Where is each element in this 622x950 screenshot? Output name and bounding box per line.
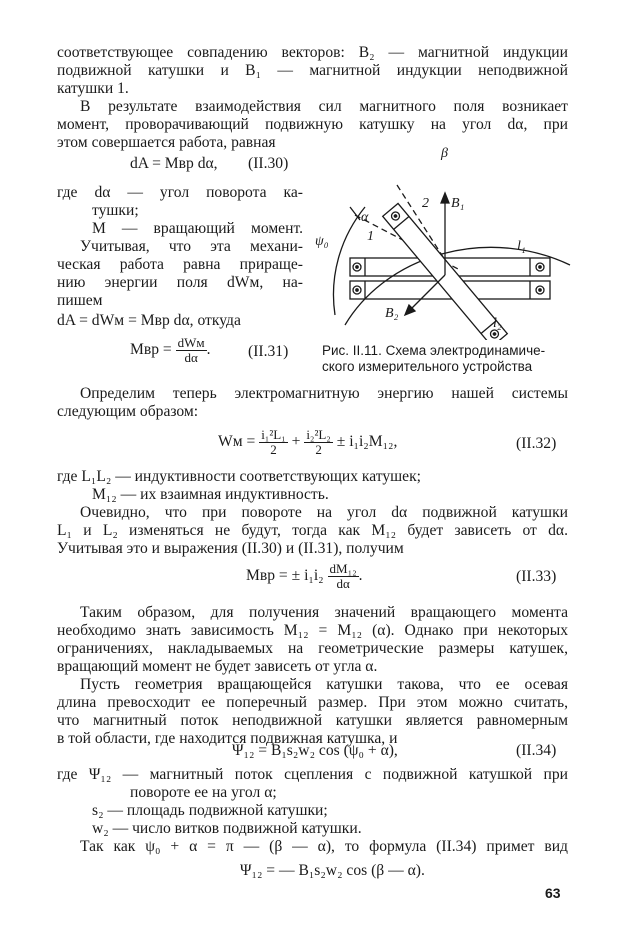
- label-1: 1: [367, 229, 374, 244]
- equation-II-31: Mвр = $\frac{\text{dWм}}{d\alpha}$ .: [130, 335, 211, 365]
- eq33-numerator: dM₁₂: [329, 561, 357, 576]
- text-line: w₂ — число витков подвижной катушки.: [92, 820, 362, 837]
- equation-work-energy: dA = dWм = Mвр dα, откуда: [57, 312, 241, 329]
- equation-number: (II.31): [248, 343, 289, 360]
- text-line: L₁ и L₂ изменяться не будут, тогда как M₁₂ будет зависеть от dα.: [57, 522, 568, 539]
- text-line: нию энергии поля dWм, на-: [57, 274, 303, 291]
- equation-final: Ψ₁₂ = — B₁s₂w₂ cos (β — α).: [240, 862, 425, 879]
- electrodynamic-device-diagram: [305, 145, 585, 340]
- text-line: где Ψ₁₂ — магнитный поток сцепления с подвижной катушкой при: [57, 766, 568, 783]
- text-line: Учитывая это и выражения (II.30) и (II.31), получим: [57, 540, 404, 557]
- text-line: следующим образом:: [57, 403, 199, 420]
- eq31-denominator: dα: [184, 350, 198, 365]
- label-2: 2: [422, 196, 429, 211]
- text-line: где L₁L₂ — индуктивности соответствующих катушек;: [57, 468, 421, 485]
- text-line: повороте ее на угол α;: [130, 784, 277, 801]
- text-line: Определим теперь электромагнитную энергию нашей системы: [80, 385, 568, 402]
- equation-number: (II.34): [516, 742, 557, 759]
- conductor-dot-center: [356, 289, 358, 291]
- text-line: соответствующее совпадению векторов: B₂ — магнитной индукции: [57, 44, 568, 61]
- eq32-lhs: Wм =: [218, 433, 256, 451]
- label-l2: l₂: [493, 316, 502, 331]
- text-line: M₁₂ — их взаимная индуктивность.: [92, 486, 329, 503]
- equation-II-32: [218, 428, 397, 457]
- text-line: ческая работа равна прираще-: [57, 256, 303, 273]
- eq33-denominator: dα: [336, 576, 350, 591]
- conductor-dot-center: [539, 289, 541, 291]
- eq32-f1-numerator: i₁²L₁: [261, 427, 286, 442]
- eq32-fraction-2: [304, 428, 333, 457]
- text-line: Так как ψ₀ + α = π — (β — α), то формула (II.34) примет вид: [80, 838, 568, 855]
- equation-II-30: dA = Mвр dα,: [130, 155, 218, 172]
- page-number: 63: [545, 885, 561, 901]
- text-line: Учитывая, что эта механи-: [80, 238, 303, 255]
- eq32-tail: ± i₁i₂M₁₂,: [336, 433, 398, 451]
- text-line: тушки;: [92, 202, 139, 219]
- equation-number: (II.33): [516, 568, 557, 585]
- label-psi0: ψ₀: [315, 234, 329, 249]
- eq32-plus: +: [291, 433, 301, 451]
- text-line: подвижной катушки и B₁ — магнитной индукции неподвижной: [57, 62, 568, 79]
- figure-caption-line: ского измерительного устройства: [322, 359, 533, 374]
- arrow-head: [441, 193, 449, 203]
- text-line: s₂ — площадь подвижной катушки;: [92, 802, 328, 819]
- eq33-fraction: [328, 562, 359, 591]
- label-l1: l₁: [517, 239, 526, 254]
- label-B1: B₁: [451, 196, 465, 211]
- eq31-lhs: Mвр =: [130, 341, 172, 359]
- label-alpha: α: [361, 210, 369, 225]
- text-line: момент, проворачивающий подвижную катушку на угол dα, при: [57, 116, 568, 133]
- text-line: M — вращающий момент.: [92, 220, 303, 237]
- conductor-dot-center: [394, 214, 397, 217]
- equation-number: (II.30): [248, 155, 289, 172]
- text-line: Очевидно, что при повороте на угол dα подвижной катушки: [80, 504, 568, 521]
- figure-caption-line: Рис. II.11. Схема электродинамиче-: [322, 343, 546, 358]
- label-B2: B₂: [385, 306, 399, 321]
- equation-number: (II.32): [516, 435, 557, 452]
- eq33-lhs: Mвр = ± i₁i₂: [246, 567, 324, 585]
- label-beta: β: [441, 146, 448, 161]
- text-line: катушки 1.: [57, 80, 129, 97]
- text-line: длина превосходит ее поперечный размер. При этом можно считать,: [57, 694, 568, 711]
- conductor-dot-center: [356, 266, 358, 268]
- text-line: Пусть геометрия вращающейся катушки такова, что ее осевая: [80, 676, 568, 693]
- alpha-mark: [350, 207, 360, 220]
- text-line: что магнитный поток неподвижной катушки является равномерным: [57, 712, 568, 729]
- text-line: в той области, где находится подвижная катушка, и: [57, 730, 398, 747]
- text-line: пишем: [57, 292, 103, 309]
- eq31-numerator: dWм: [177, 335, 205, 350]
- text-line: ограничениях, накладываемых на геометрические размеры катушек,: [57, 640, 568, 657]
- eq32-fraction-1: [259, 428, 288, 457]
- conductor-dot-center: [539, 266, 541, 268]
- eq31-fraction: [176, 336, 207, 365]
- equation-II-33: Mвр = ± i₁i₂ $\frac{\text{dM₁₂}}{d\alpha}$ .: [246, 561, 363, 591]
- text-line: В результате взаимодействия сил магнитного поля возникает: [80, 98, 568, 115]
- eq32-f1-denominator: 2: [270, 442, 277, 457]
- eq32-f2-denominator: 2: [315, 442, 322, 457]
- text-line: Таким образом, для получения значений вращающего момента: [80, 604, 568, 621]
- text-line: этом совершается работа, равная: [57, 134, 276, 151]
- text-line: вращающий момент не будет зависеть от угла α.: [57, 658, 378, 675]
- text-line: где dα — угол поворота ка-: [57, 184, 303, 201]
- conductor-dot-center: [493, 332, 496, 335]
- equation-II-34: Ψ₁₂ = B₁s₂w₂ cos (ψ₀ + α),: [232, 742, 398, 759]
- text-line: необходимо знать зависимость M₁₂ = M₁₂ (α). Однако при некоторых: [57, 622, 568, 639]
- eq32-f2-numerator: i₂²L₂: [306, 427, 331, 442]
